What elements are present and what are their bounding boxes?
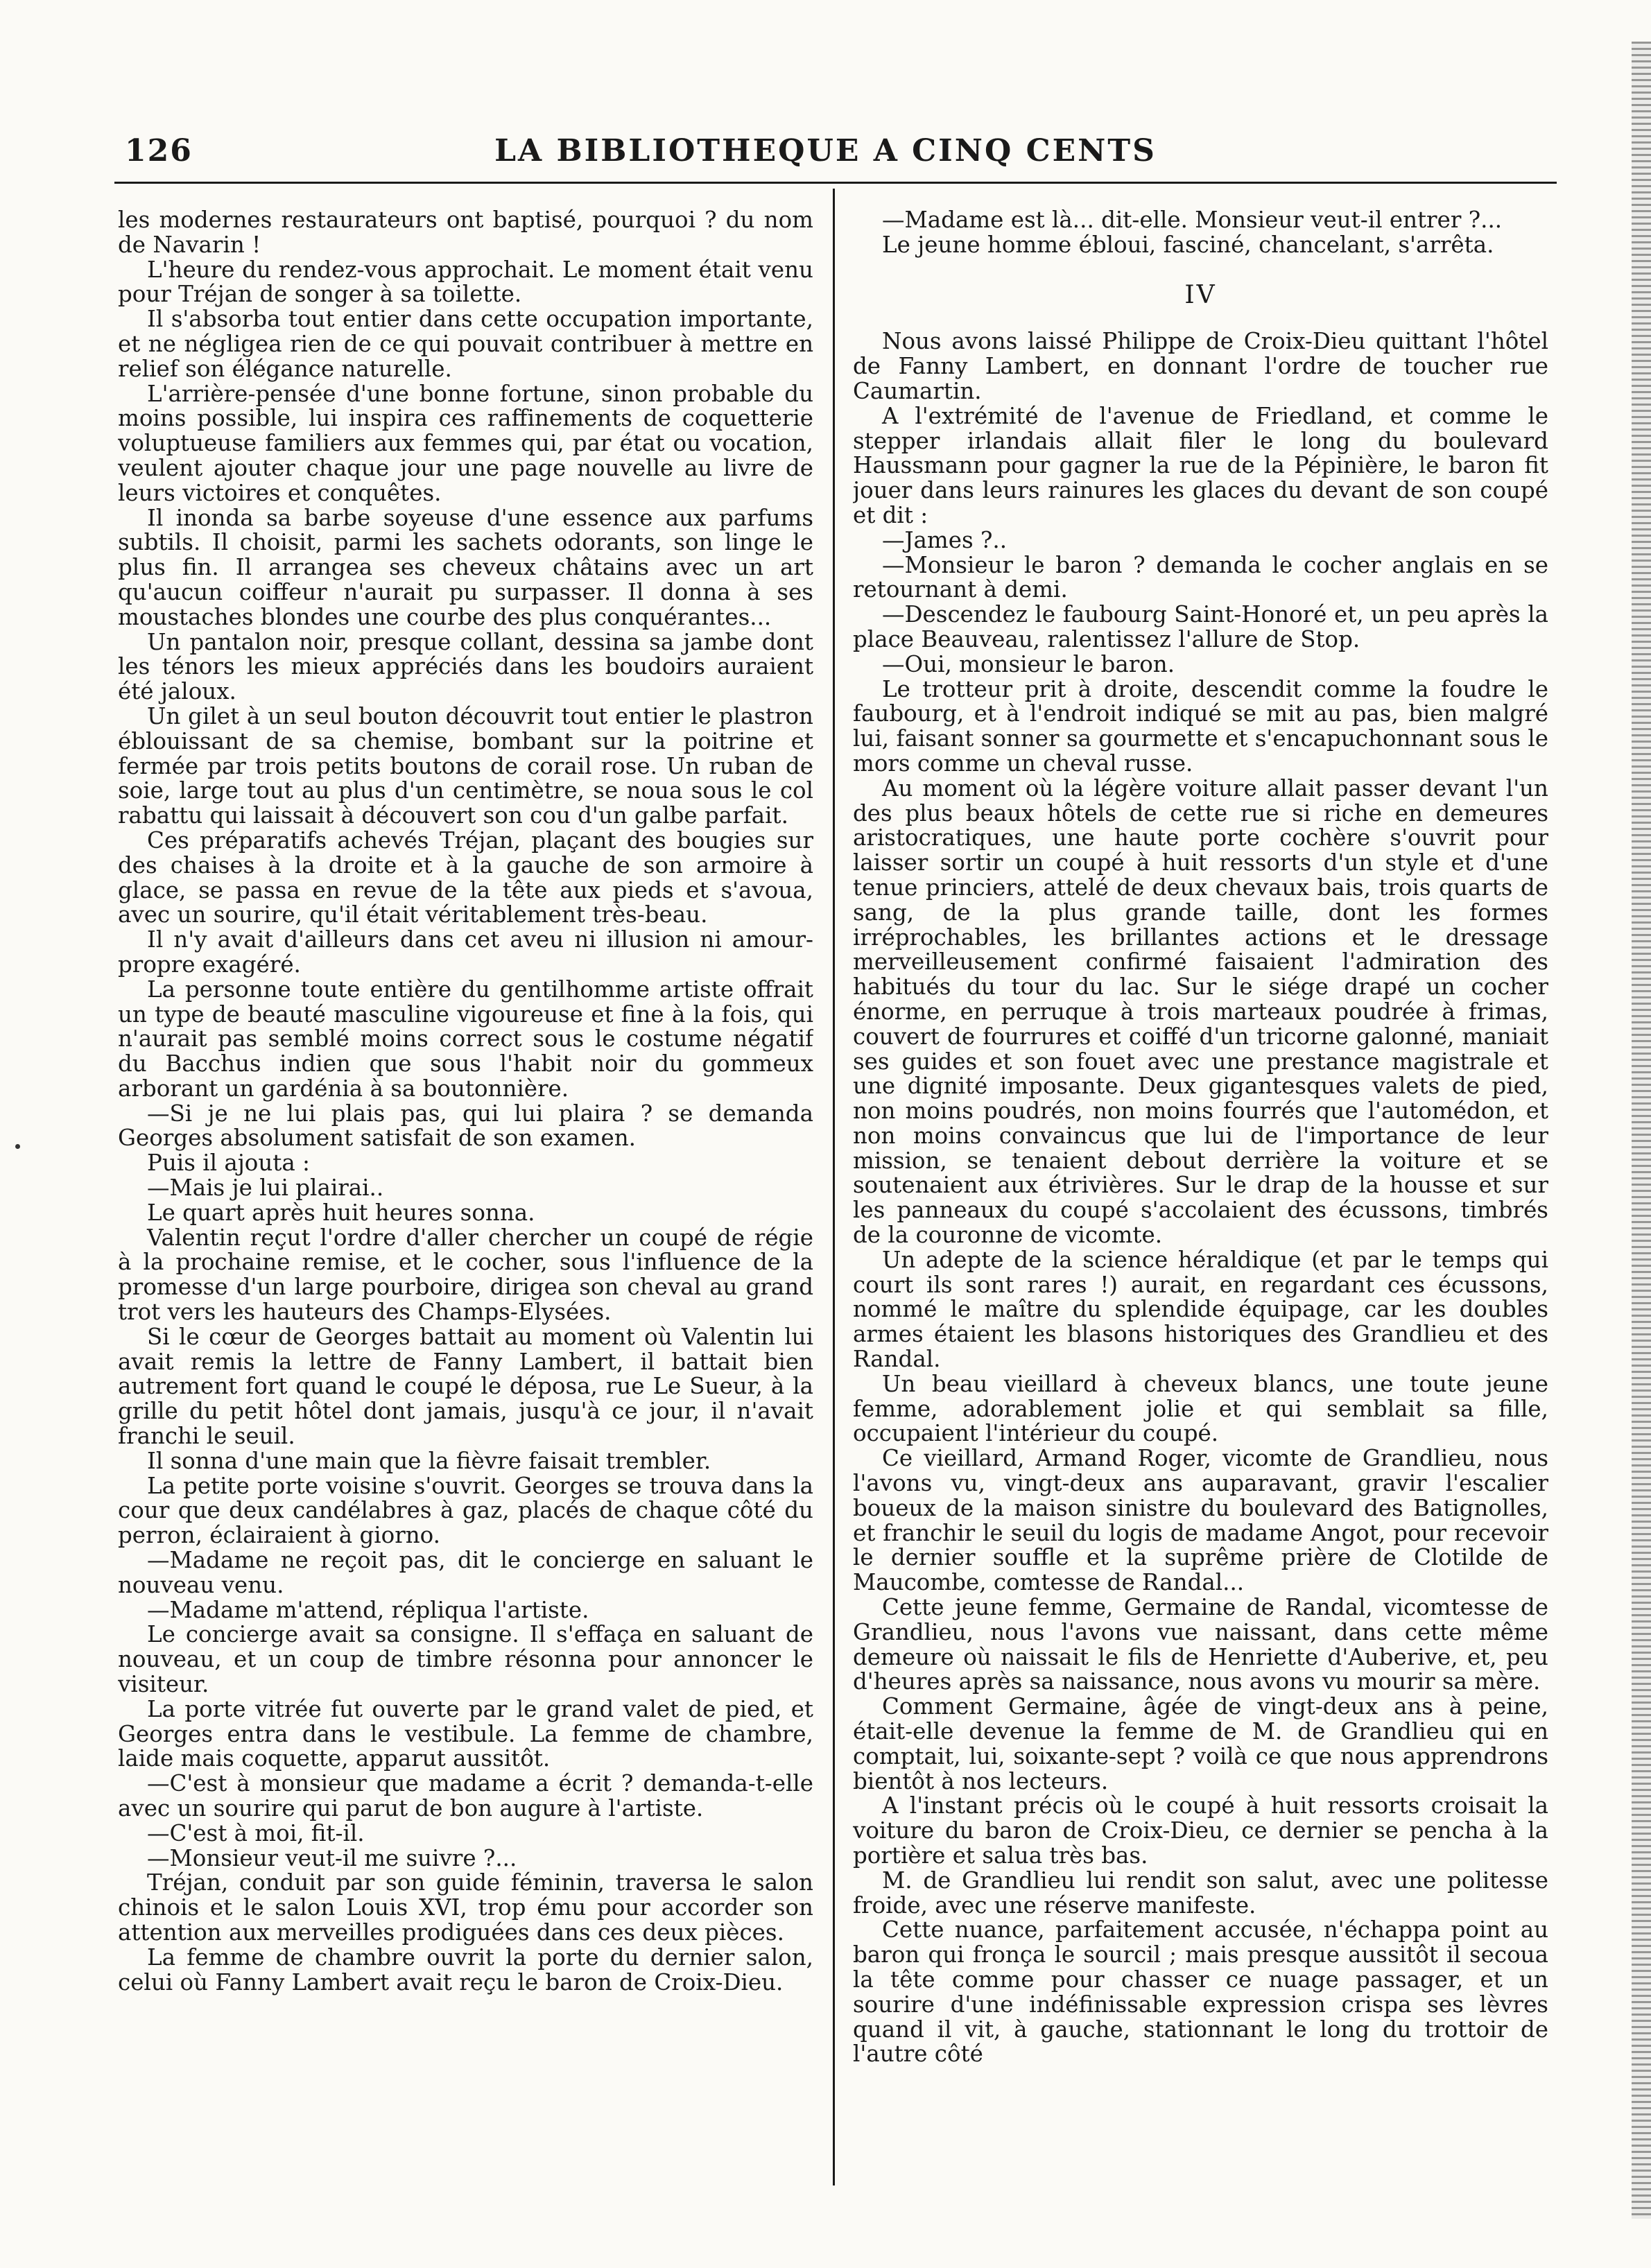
paragraph: —James ?.. [882,526,1008,553]
paragraph: Le trotteur prit à droite, descendit comme la foudre le faubourg, et à l'endroit indiqué se mit au pas, bien malgré lui, faisant sonner sa gourmette et s'encapuchonnant sous le mors comme un cheval russe. [853,675,1548,777]
page-number: 126 [125,133,193,168]
paragraph: Il inonda sa barbe soyeuse d'une essence aux parfums subtils. Il choisit, parmi les sachets odorants, son linge le plus fin. Il arrangea ses cheveux châtains avec un art qu'aucun coiffeur n'aurait pu surpasser. Il donna à ses moustaches blondes une courbe des plus conquérantes... [118,504,813,630]
paragraph: —Oui, monsieur le baron. [882,650,1175,677]
paragraph: les modernes restaurateurs ont baptisé, pourquoi ? du nom de Navarin ! [118,208,813,258]
running-title: LA BIBLIOTHEQUE A CINQ CENTS [494,133,1157,168]
paragraph: Cette jeune femme, Germaine de Randal, vicomtesse de Grandlieu, nous l'avons vue naissant, dans cette même demeure où naissait le fils de Henriette d'Auberive, et, peu d'heures après sa naissance, nous avons vu mourir sa mère. [853,1594,1548,1695]
chapter-heading: IV [1184,280,1217,309]
paragraph: —Madame est là... dit-elle. Monsieur veut-il entrer ?... [882,208,1503,233]
paragraph: —Si je ne lui plais pas, qui lui plaira ? se demanda Georges absolument satisfait de son examen. [118,1100,813,1152]
paragraph: —C'est à monsieur que madame a écrit ? demanda-t-elle avec un sourire qui parut de bon augure à l'artiste. [118,1770,813,1821]
paragraph: —Mais je lui plairai.. [147,1175,384,1202]
paragraph: Comment Germaine, âgée de vingt-deux ans à peine, était-elle devenue la femme de M. de Grandlieu qui en comptait, lui, soixante-sept ? voilà ce que nous apprendrons bientôt à nos lecteurs. [853,1693,1548,1794]
paragraph: Il sonna d'une main que la fièvre faisait trembler. [147,1447,711,1474]
right-column [853,208,1548,2191]
paragraph: Un adepte de la science héraldique (et par le temps qui court ils sont rares !) aurait, en regardant ces écussons, nommé le maître du splendide équipage, car les doubles armes étaient les blasons historiques des Grandlieu et des Randal. [853,1246,1548,1373]
paragraph: Cette nuance, parfaitement accusée, n'échappa point au baron qui fronça le sourcil ; mais presque aussitôt il secoua la tête comme pour chasser ce nuage passager, et un sourire d'une indéfinissable expression crispa ses lèvres quand il vit, à gauche, stationnant le long du trottoir de l'autre côté [853,1916,1548,2068]
paragraph: M. de Grandlieu lui rendit son salut, avec une politesse froide, avec une réserve manifeste. [853,1867,1548,1919]
paragraph: Un gilet à un seul bouton découvrit tout entier le plastron éblouissant de sa chemise, bombant sur la poitrine et fermée par trois petits boutons de corail rose. Un ruban de soie, large tout au plus d'un centimètre, se noua sous le col rabattu qui laissait à découvert son cou d'un galbe parfait. [118,702,813,829]
paragraph: —Monsieur veut-il me suivre ?... [147,1844,517,1871]
header-rule [114,182,1557,184]
paragraph: —Madame m'attend, répliqua l'artiste. [147,1596,589,1623]
paragraph: A l'instant précis où le coupé à huit ressorts croisait la voiture du baron de Croix-Dieu, ce dernier se pencha à la portière et salua très bas. [853,1792,1548,1869]
paragraph: Le concierge avait sa consigne. Il s'effaça en saluant de nouveau, et un coup de timbre résonna pour annoncer le visiteur. [118,1621,813,1698]
paragraph: Le quart après huit heures sonna. [147,1199,535,1226]
paragraph: Si le cœur de Georges battait au moment où Valentin lui avait remis la lettre de Fanny Lambert, il battait bien autrement fort quand le coupé le déposa, rue Le Sueur, à la grille du petit hôtel dont jamais, jusqu'à ce jour, il n'avait franchi le seuil. [118,1323,813,1450]
paragraph: A l'extrémité de l'avenue de Friedland, et comme le stepper irlandais allait filer le long du boulevard Haussmann pour gagner la rue de la Pépinière, le baron fit jouer dans leurs rainures les glaces du devant de son coupé et dit : [853,402,1548,528]
paragraph: Ce vieillard, Armand Roger, vicomte de Grandlieu, nous l'avons vu, vingt-deux ans auparavant, gravir l'escalier boueux de la maison sinistre du boulevard des Batignolles, et franchir le seuil du logis de madame Angot, pour recevoir le dernier souffle et la suprême prière de Clotilde de Maucombe, comtesse de Randal... [853,1445,1548,1596]
page-edge-texture [1632,42,1651,2219]
paragraph: —C'est à moi, fit-il. [147,1819,365,1846]
paragraph: Nous avons laissé Philippe de Croix-Dieu quittant l'hôtel de Fanny Lambert, en donnant l'ordre de toucher rue Caumartin. [853,328,1548,404]
paragraph: Ces préparatifs achevés Tréjan, plaçant des bougies sur des chaises à la droite et à la gauche de son armoire à glace, se passa en revue de la tête aux pieds et s'avoua, avec un sourire, qu'il était véritablement très-beau. [118,826,813,928]
paragraph: Puis il ajouta : [147,1150,310,1177]
paragraph: Un beau vieillard à cheveux blancs, une toute jeune femme, adorablement jolie et qui semblait sa fille, occupaient l'intérieur du coupé. [853,1370,1548,1447]
paragraph: L'heure du rendez-vous approchait. Le moment était venu pour Tréjan de songer à sa toilette. [118,256,813,308]
paragraph: —Monsieur le baron ? demanda le cocher anglais en se retournant à demi. [853,551,1548,603]
paragraph: La femme de chambre ouvrit la porte du dernier salon, celui où Fanny Lambert avait reçu le baron de Croix-Dieu. [118,1944,813,1996]
paragraph: Il n'y avait d'ailleurs dans cet aveu ni illusion ni amour-propre exagéré. [118,926,813,978]
paragraph: Valentin reçut l'ordre d'aller chercher un coupé de régie à la prochaine remise, et le cocher, sous l'influence de la promesse d'un large pourboire, dirigea son cheval au grand trot vers les hauteurs des Champs-Elysées. [118,1224,813,1326]
paragraph: Un pantalon noir, presque collant, dessina sa jambe dont les ténors les mieux appréciés dans les boudoirs auraient été jaloux. [118,628,813,705]
paragraph: —Descendez le faubourg Saint-Honoré et, un peu après la place Beauveau, ralentissez l'allure de Stop. [853,601,1548,652]
paragraph: Le jeune homme ébloui, fasciné, chancelant, s'arrêta. [882,231,1494,258]
left-column [118,208,813,2191]
paragraph: L'arrière-pensée d'une bonne fortune, sinon probable du moins possible, lui inspira ces raffinements de coquetterie voluptueuse familiers aux femmes qui, par état ou vocation, veulent ajouter chaque jour une page nouvelle au livre de leurs victoires et conquêtes. [118,380,813,506]
paragraph: Il s'absorba tout entier dans cette occupation importante, et ne négligea rien de ce qui pouvait contribuer à mettre en relief son élégance naturelle. [118,306,813,382]
paragraph: La petite porte voisine s'ouvrit. Georges se trouva dans la cour que deux candélabres à gaz, placés de chaque côté du perron, éclairaient à giorno. [118,1472,813,1549]
paragraph: —Madame ne reçoit pas, dit le concierge en saluant le nouveau venu. [118,1547,813,1598]
paragraph: La personne toute entière du gentilhomme artiste offrait un type de beauté masculine vigoureuse et fine à la fois, qui n'aurait pas semblé moins correct sous le costume négatif du Bacchus indien que sous l'habit noir du gommeux arborant un gardénia à sa boutonnière. [118,976,813,1102]
paragraph: La porte vitrée fut ouverte par le grand valet de pied, et Georges entra dans le vestibule. La femme de chambre, laide mais coquette, apparut aussitôt. [118,1695,813,1772]
paragraph: Au moment où la légère voiture allait passer devant l'un des plus beaux hôtels de cette rue si riche en demeures aristocratiques, une haute porte cochère s'ouvrit pour laisser sortir un coupé à huit ressorts d'un style et d'une tenue princiers, attelé de deux chevaux bais, trois quarts de sang, de la plus grande taille, dont les formes irréprochables, les brillantes actions et le dressage merveilleusement confirmé faisaient l'admiration des habitués du tour du lac. Sur le siége drapé un cocher énorme, en perruque à trois marteaux poudrée à frimas, couvert de fourrures et coiffé d'un tricorne galonné, maniait ses guides et son fouet avec une prestance magistrale et une dignité imposante. Deux gigantesques valets de pied, non moins poudrés, non moins fourrés que l'automédon, et non moins convaincus que lui de l'importance de leur mission, se tenaient debout derrière la voiture et se soutenaient aux étrivières. Sur le drap de la housse et sur les panneaux du coupé s'accolaient des écussons, timbrés de la couronne de vicomte. [853,774,1548,1249]
paragraph: Tréjan, conduit par son guide féminin, traversa le salon chinois et le salon Louis XVI, trop ému pour accorder son attention aux merveilles prodiguées dans ces deux pièces. [118,1869,813,1946]
column-divider [833,189,835,2185]
margin-dot [15,1144,20,1149]
